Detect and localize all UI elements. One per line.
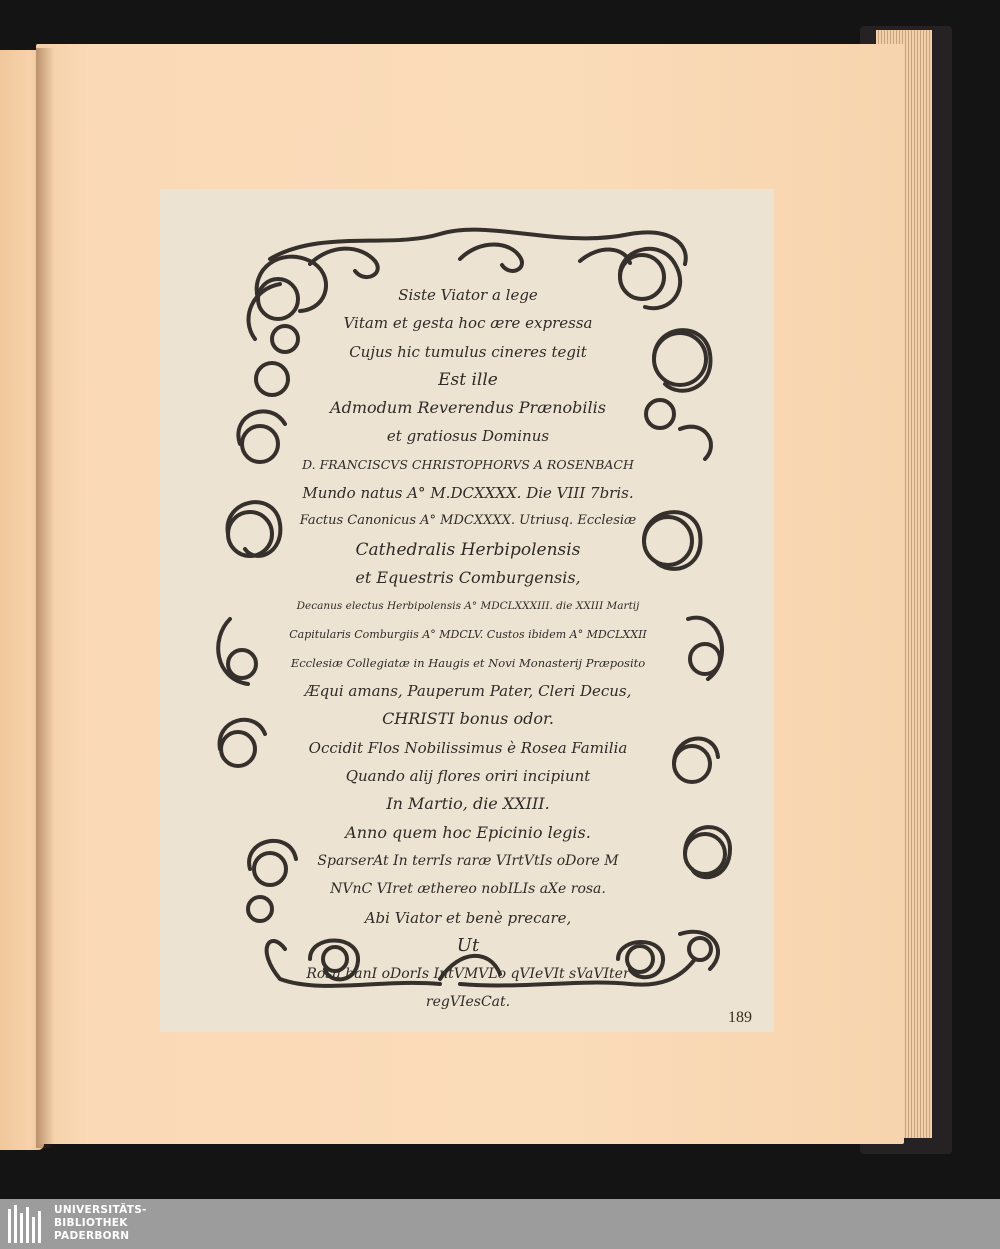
inscription-line: et gratiosus Dominus [386,427,550,446]
inscription-line: Cathedralis Herbipolensis [355,539,581,560]
inscription-line: Quando alij flores oriri incipiunt [345,767,591,786]
inscription-line: Æqui amans, Pauperum Pater, Cleri Decus, [304,682,632,701]
inscription-line: D. FRANCISCVS CHRISTOPHORVS A ROSENBACH [302,456,634,472]
library-name-line: PADERBORN [54,1230,130,1242]
page-gutter [36,48,54,1148]
inscription-line: In Martio, die XXIII. [386,794,550,814]
inscription-line: Abi Viator et benè precare, [364,908,572,927]
inscription-line: Est ille [438,369,498,390]
inscription-line: NVnC VIret æthereo nobILIs aXe rosa. [330,881,606,898]
right-page [36,44,904,1144]
inscription-line: Ecclesiæ Collegiatæ in Haugis et Novi Monasterij Præposito [290,655,646,670]
page-number: 189 [728,1009,752,1026]
ub-paderborn-logo-icon [6,1203,48,1245]
epitaph-inscription [188,281,748,1017]
inscription-line: Occidit Flos Nobilissimus è Rosea Familia [308,738,628,757]
inscription-line: Factus Canonicus A° MDCXXXX. Utriusq. Ecclesiæ [299,513,637,529]
library-name-line: BIBLIOTHEK [54,1217,128,1229]
inscription-line: Ut [456,934,480,956]
inscription-line: Anno quem hoc Epicinio legis. [345,822,591,842]
inscription-line: Decanus electus Herbipolensis A° MDCLXXXIII. die XXIII Martij [296,600,640,613]
epitaph-plate [160,189,774,1032]
inscription-line: Rosa banI oDorIs IntVMVLo qVIeVIt sVaVIter [306,966,630,983]
inscription-line: Siste Viator a lege [398,286,538,304]
inscription-line: regVIesCat. [425,994,511,1011]
library-name-line: UNIVERSITÄTS- [54,1204,147,1216]
inscription-line: SparserAt In terrIs raræ VIrtVtIs oDore M [317,852,619,869]
inscription-line: et Equestris Comburgensis, [355,567,581,587]
library-footer-bar [0,1199,1000,1249]
inscription-line: Mundo natus A° M.DCXXXX. Die VIII 7bris. [302,484,634,503]
library-name [54,1204,147,1243]
inscription-line: Vitam et gesta hoc ære expressa [343,314,593,333]
inscription-line: Cujus hic tumulus cineres tegit [349,342,587,361]
inscription-line: CHRISTI bonus odor. [382,709,554,729]
inscription-line: Capitularis Comburgiis A° MDCLV. Custos ibidem A° MDCLXXII [289,627,647,641]
inscription-line: Admodum Reverendus Prænobilis [330,398,606,418]
